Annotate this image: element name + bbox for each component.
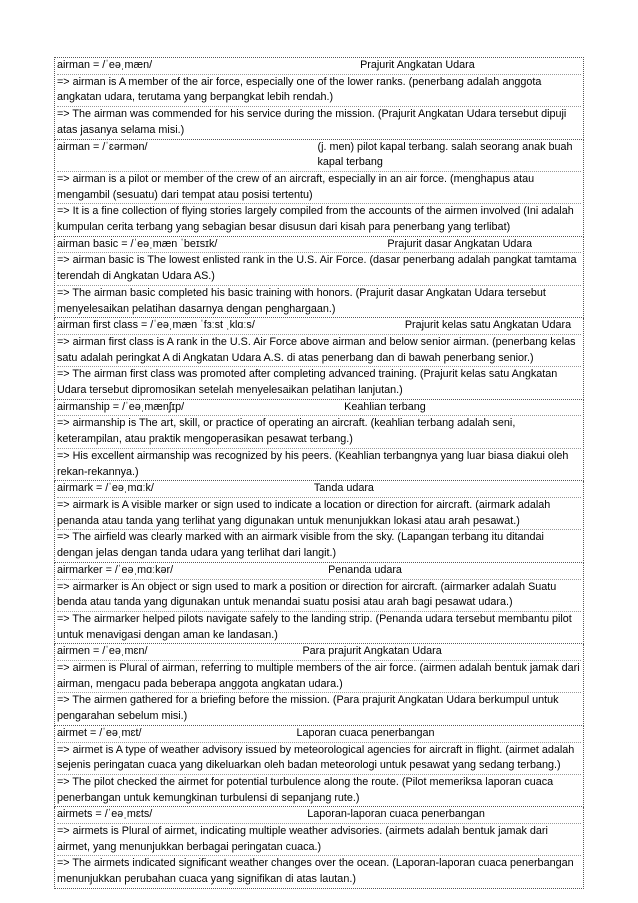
headword-translation: Laporan cuaca penerbangan	[296, 726, 435, 739]
headword-pronunciation: airman first class = /ˈeəˌmæn ˈfɜːst ˌklɑːs/	[57, 319, 255, 332]
headword-translation: Keahlian terbang	[344, 400, 426, 413]
entry-example: => It is a fine collection of flying stories largely compiled from the accounts of the airmen involved (Ini adalah kumpulan cerita terbang yang sebagian besar disusun dari kisah para penerbang yang terlibat)	[57, 205, 574, 234]
dictionary-entry	[54, 140, 584, 237]
headword-pronunciation: airmarker = /ˈeəˌmɑːkər/	[57, 563, 174, 576]
entry-headword-line	[57, 318, 581, 335]
entry-example: => The airman was commended for his service during the mission. (Prajurit Angkatan Udara tersebut dipuji atas jasanya selama misi.)	[57, 108, 567, 136]
entry-example: => The airmen gathered for a briefing before the mission. (Para prajurit Angkatan Udara berkumpul untuk pengarahan sebelum misi.)	[57, 694, 559, 723]
entry-headword-line	[57, 563, 581, 580]
dictionary-page	[54, 57, 584, 889]
entry-definition: => airman first class is A rank in the U.S. Air Force above airman and below senior airman. (penerbang kelas satu adalah peringkat A di Angkatan Udara A.S. di atas penerbang dan di bawah penerbang senior.)	[57, 335, 581, 367]
dictionary-entry	[54, 726, 584, 808]
entry-definition: => airman basic is The lowest enlisted rank in the U.S. Air Force. (dasar penerbang adalah pangkat tamtama terendah di Angkatan Udara AS.)	[57, 253, 581, 285]
entry-definition: => airmarker is An object or sign used to mark a position or direction for aircraft. (airmarker adalah Suatu benda atau tanda yang digunakan untuk menandai suatu posisi atau arah bagi pesawat udara.)	[57, 580, 581, 612]
headword-pronunciation: airman = /ˈɛərmən/	[57, 140, 148, 153]
entry-definition: => airmen is Plural of airman, referring to multiple members of the air force. (airmen adalah bentuk jamak dari airman, mengacu pada beberapa anggota angkatan udara.)	[57, 661, 581, 693]
entry-headword-line	[57, 481, 581, 498]
entry-definition: => airmet is A type of weather advisory issued by meteorological agencies for aircraft in flight. (airmet adalah sejenis peringatan cuaca yang dikeluarkan oleh badan meteorologi untuk pesawat yang sedang terbang.)	[57, 743, 581, 775]
headword-translation: Laporan-laporan cuaca penerbangan	[307, 808, 485, 821]
headword-pronunciation: airmanship = /ˈeəˌmænʃɪp/	[57, 400, 185, 413]
entry-example: => The airmarker helped pilots navigate safely to the landing strip. (Penanda udara tersebut membantu pilot untuk menavigasi dengan aman ke landasan.)	[57, 612, 572, 641]
dictionary-entry	[54, 481, 584, 563]
entry-definition: => airmanship is The art, skill, or practice of operating an aircraft. (keahlian terbang adalah seni, keterampilan, atau praktik mengoperasikan pesawat terbang.)	[57, 416, 581, 448]
entry-example: => The airmets indicated significant weather changes over the ocean. (Laporan-laporan cuaca penerbangan menunjukkan perubahan cuaca yang signifikan di atas lautan.)	[57, 857, 574, 886]
entry-definition: => airman is a pilot or member of the crew of an aircraft, especially in an air force. (menghapus atau mengambil (sesuatu) dari tempat atau posisi tertentu)	[57, 172, 581, 204]
headword-pronunciation: airman = /ˈeəˌmæn/	[57, 59, 153, 71]
entry-example: => The airman basic completed his basic training with honors. (Prajurit dasar Angkatan Udara tersebut menyelesaikan pelatihan dasarnya dengan penghargaan.)	[57, 286, 546, 315]
entry-definition: => airman is A member of the air force, especially one of the lower ranks. (penerbang adalah anggota angkatan udara, terutama yang berpangkat lebih rendah.)	[57, 75, 581, 107]
dictionary-entry	[54, 563, 584, 645]
entry-headword-line	[57, 726, 581, 743]
headword-translation: Penanda udara	[328, 563, 402, 576]
dictionary-entry	[54, 644, 584, 726]
entry-example: => The airman first class was promoted after completing advanced training. (Prajurit kelas satu Angkatan Udara tersebut dipromosikan setelah menyelesaikan pelatihan lanjutan.)	[57, 368, 558, 397]
entry-headword-line	[57, 644, 581, 661]
dictionary-entry	[54, 237, 584, 319]
headword-pronunciation: airmark = /ˈeəˌmɑːk/	[57, 482, 154, 495]
dictionary-entry	[54, 400, 584, 482]
dictionary-entry	[54, 57, 584, 140]
entry-example: => His excellent airmanship was recognized by his peers. (Keahlian terbangnya yang luar biasa diakui oleh rekan-rekannya.)	[57, 449, 569, 478]
entry-example: => The airfield was clearly marked with an airmark visible from the sky. (Lapangan terbang itu ditandai dengan jelas dengan tanda udara yang terlihat dari langit.)	[57, 531, 544, 560]
headword-pronunciation: airmen = /ˈeəˌmɛn/	[57, 645, 148, 658]
entry-headword-line	[57, 400, 581, 417]
dictionary-entry	[54, 318, 584, 400]
headword-pronunciation: airman basic = /ˈeəˌmæn ˈbeɪsɪk/	[57, 237, 218, 250]
headword-pronunciation: airmet = /ˈeəˌmɛt/	[57, 726, 142, 739]
entry-definition: => airmark is A visible marker or sign used to indicate a location or direction for aircraft. (airmark adalah penanda atau tanda yang terlihat yang digunakan untuk menunjukkan lokasi atau arah pesawat.)	[57, 498, 581, 530]
headword-translation: Prajurit Angkatan Udara	[360, 59, 475, 71]
entry-headword-line	[57, 140, 581, 172]
entry-example: => The pilot checked the airmet for potential turbulence along the route. (Pilot memeriksa laporan cuaca penerbangan untuk kemungkinan turbulensi di sepanjang rute.)	[57, 775, 554, 804]
entry-headword-line	[57, 237, 581, 254]
headword-translation: Prajurit kelas satu Angkatan Udara	[404, 319, 572, 332]
headword-pronunciation: airmets = /ˈeəˌmɛts/	[57, 808, 153, 821]
headword-translation: Tanda udara	[313, 482, 374, 495]
entry-headword-line	[57, 58, 581, 75]
headword-translation: Para prajurit Angkatan Udara	[302, 645, 442, 658]
entry-headword-line	[57, 807, 581, 824]
entry-definition: => airmets is Plural of airmet, indicating multiple weather advisories. (airmets adalah bentuk jamak dari airmet, yang menunjukkan berbagai peringatan cuaca.)	[57, 824, 581, 856]
dictionary-entry	[54, 807, 584, 889]
headword-translation: Prajurit dasar Angkatan Udara	[387, 237, 533, 250]
headword-translation: (j. men) pilot kapal terbang. salah seorang anak buah kapal terbang	[317, 140, 573, 169]
